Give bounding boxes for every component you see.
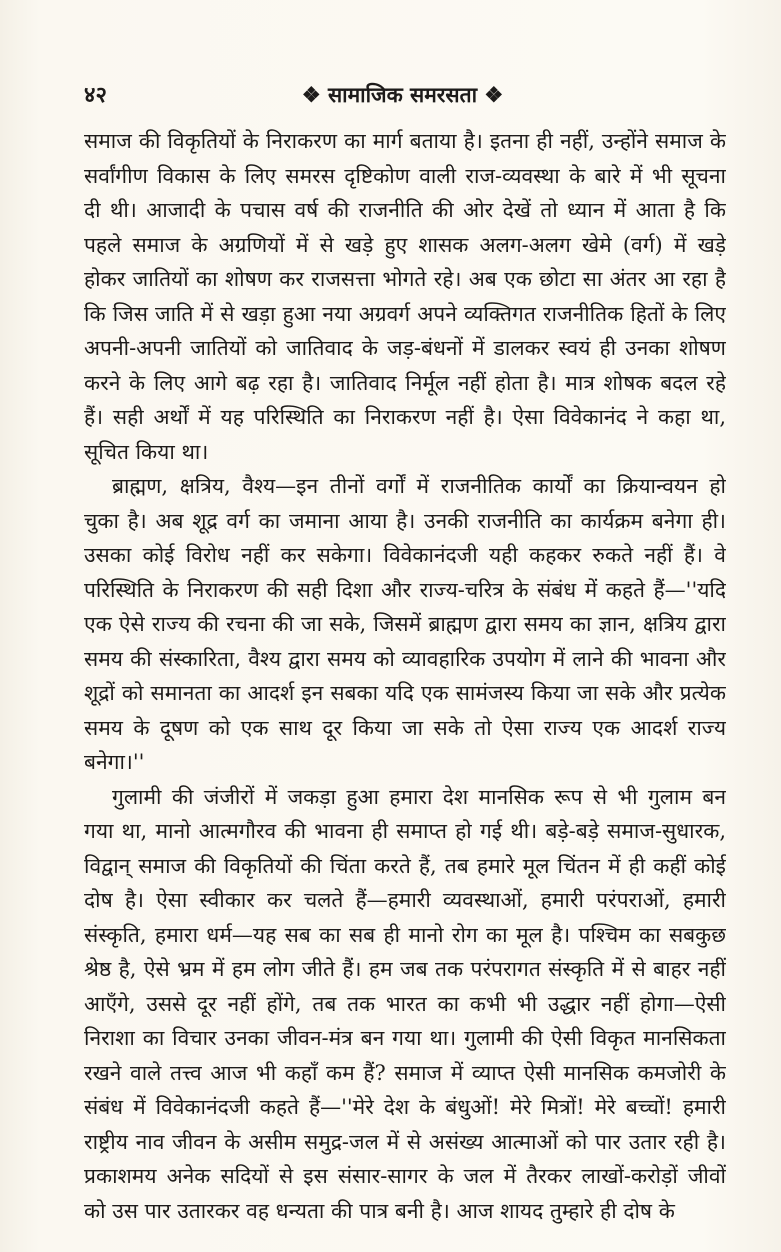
text-line: समाज की विकृतियों के निराकरण का मार्ग बताया है। इतना ही नहीं, उन्होंने समाज के xyxy=(84,129,726,153)
text-line: दी थी। आजादी के पचास वर्ष की राजनीति की ओर देखें तो ध्यान में आता है कि xyxy=(84,198,726,222)
text-line: निराशा का विचार उनका जीवन-मंत्र बन गया था। गुलामी की ऐसी विकृत मानसिकता xyxy=(84,1026,726,1050)
page-header xyxy=(84,78,721,112)
text-line: अपनी-अपनी जातियों को जातिवाद के जड़-बंधनों में डालकर स्वयं ही उनका शोषण xyxy=(84,336,726,360)
text-line: गया था, मानो आत्मगौरव की भावना ही समाप्त हो गई थी। बड़े-बड़े समाज-सुधारक, xyxy=(84,819,726,843)
text-line: कि जिस जाति में से खड़ा हुआ नया अग्रवर्ग अपने व्यक्तिगत राजनीतिक हितों के लिए xyxy=(84,301,726,326)
paragraph xyxy=(84,780,726,1229)
text-line: बनेगा।'' xyxy=(84,750,145,774)
text-line: सूचित किया था। xyxy=(84,439,209,464)
text-line: होकर जातियों का शोषण कर राजसत्ता भोगते रहे। अब एक छोटा सा अंतर आ रहा है xyxy=(84,267,726,291)
text-line: विद्वान् समाज की विकृतियों की चिंता करते हैं, तब हमारे मूल चिंतन में ही कहीं कोई xyxy=(84,853,726,878)
text-line: समय की संस्कारिता, वैश्य द्वारा समय को व्यावहारिक उपयोग में लाने की भावना और xyxy=(84,646,726,671)
text-line: सर्वांगीण विकास के लिए समरस दृष्टिकोण वाली राज-व्यवस्था के बारे में भी सूचना xyxy=(84,163,726,188)
text-line: हैं। सही अर्थों में यह परिस्थिति का निराकरण नहीं है। ऐसा विवेकानंद ने कहा था, xyxy=(84,405,726,429)
text-line: दोष है। ऐसा स्वीकार कर चलते हैं—हमारी व्यवस्थाओं, हमारी परंपराओं, हमारी xyxy=(84,888,726,912)
running-head: ❖ सामाजिक समरसता ❖ xyxy=(301,82,504,107)
text-line: संस्कृति, हमारा धर्म—यह सब का सब ही मानो रोग का मूल है। पश्चिम का सबकुछ xyxy=(84,922,726,947)
text-line: समय के दूषण को एक साथ दूर किया जा सके तो ऐसा राज्य एक आदर्श राज्य xyxy=(84,715,726,740)
text-line: उसका कोई विरोध नहीं कर सकेगा। विवेकानंदजी यही कहकर रुकते नहीं हैं। वे xyxy=(84,543,726,567)
text-line: एक ऐसे राज्य की रचना की जा सके, जिसमें ब्राह्मण द्वारा समय का ज्ञान, क्षत्रिय द्वारा xyxy=(84,612,726,636)
body-text xyxy=(84,124,726,1228)
text-line: पहले समाज के अग्रणियों में से खड़े हुए शासक अलग-अलग खेमे (वर्ग) में खड़े xyxy=(84,232,726,257)
text-line: रखने वाले तत्त्व आज भी कहाँ कम हैं? समाज में व्याप्त ऐसी मानसिक कमजोरी के xyxy=(84,1060,726,1085)
text-line: परिस्थिति के निराकरण की सही दिशा और राज्य-चरित्र के संबंध में कहते हैं—''यदि xyxy=(84,577,726,602)
page-number: ४२ xyxy=(84,82,107,108)
paragraph xyxy=(84,469,726,780)
text-line: शूद्रों को समानता का आदर्श इन सबका यदि एक सामंजस्य किया जा सके और प्रत्येक xyxy=(84,681,726,705)
text-line: संबंध में विवेकानंदजी कहते हैं—''मेरे देश के बंधुओं! मेरे मित्रों! मेरे बच्चों! हमारी xyxy=(84,1095,726,1119)
text-line: ब्राह्मण, क्षत्रिय, वैश्य—इन तीनों वर्गों में राजनीतिक कार्यों का क्रियान्वयन हो xyxy=(112,474,726,498)
text-line: प्रकाशमय अनेक सदियों से इस संसार-सागर के जल में तैरकर लाखों-करोड़ों जीवों xyxy=(84,1164,726,1188)
text-line: को उस पार उतारकर वह धन्यता की पात्र बनी है। आज शायद तुम्हारे ही दोष के xyxy=(84,1198,675,1223)
text-line: राष्ट्रीय नाव जीवन के असीम समुद्र-जल में से असंख्य आत्माओं को पार उतार रही है। xyxy=(84,1129,726,1154)
text-line: श्रेष्ठ है, ऐसे भ्रम में हम लोग जीते हैं। हम जब तक परंपरागत संस्कृति में से बाहर नहीं xyxy=(84,957,726,981)
text-line: गुलामी की जंजीरों में जकड़ा हुआ हमारा देश मानसिक रूप से भी गुलाम बन xyxy=(112,784,726,809)
text-line: चुका है। अब शूद्र वर्ग का जमाना आया है। उनकी राजनीति का कार्यक्रम बनेगा ही। xyxy=(84,508,726,533)
paragraph xyxy=(84,124,726,469)
text-line: आएँगे, उससे दूर नहीं होंगे, तब तक भारत का कभी भी उद्धार नहीं होगा—ऐसी xyxy=(84,991,726,1016)
text-line: करने के लिए आगे बढ़ रहा है। जातिवाद निर्मूल नहीं होता है। मात्र शोषक बदल रहे xyxy=(84,370,726,395)
